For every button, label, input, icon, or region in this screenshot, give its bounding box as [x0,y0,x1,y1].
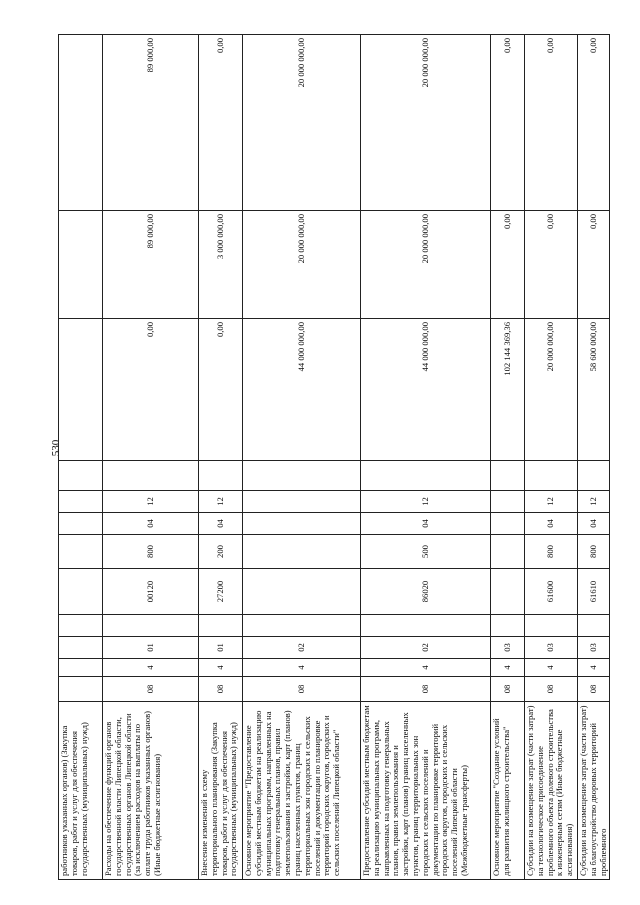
cell-sum2: 0,00 [525,211,578,319]
cell-sum1: 102 144 369,36 [491,319,525,461]
cell-vr: 04 [199,513,243,535]
budget-table [58,34,610,880]
cell-gp: 12 [525,491,578,513]
cell-pp [491,461,525,491]
cell-gp: 12 [199,491,243,513]
cell-sum1: 58 600 000,00 [578,319,610,461]
cell-sum3: 0,00 [525,35,578,211]
cell-csr1 [491,615,525,637]
cell-csr1 [361,615,491,637]
cell-csr3 [491,535,525,569]
cell-gr: 08 [243,677,361,702]
cell-sum1: 0,00 [103,319,199,461]
cell-sum1: 44 000 000,00 [361,319,491,461]
cell-sum2: 20 000 000,00 [361,211,491,319]
cell-csr1 [103,615,199,637]
cell-pp [361,461,491,491]
cell-csr3: 800 [525,535,578,569]
cell-gr: 08 [525,677,578,702]
cell-gr: 08 [361,677,491,702]
cell-gp [243,491,361,513]
cell-name: Расходы на обеспечение функций органов государственной власти Липецкой области, государственных органов Липецкой области (за исключением расходов на выплаты по оплате труда работников указанных органов) (Иные бюджетные ассигнования) [103,702,199,880]
cell-name: Субсидии на возмещение затрат (части затрат) на технологическое присоединение проблемного объекта долевого строительства к инженерным сетям (Иные бюджетные ассигнования) [525,702,578,880]
cell-name: Основное мероприятие "Предоставление субсидий местным бюджетам на реализацию муниципальных программ, направленных на подготовку генеральных планов, правил землепользования и застройки, карт (планов) границ населенных пунктов, границ территориальных зон городских и сельских поселений и документации по планировке территорий городских округов, городских и сельских поселений Липецкой области" [243,702,361,880]
cell-gp: 12 [361,491,491,513]
cell-sum3: 0,00 [491,35,525,211]
cell-rz: 4 [243,659,361,677]
cell-name: Предоставление субсидий местным бюджетам на реализацию муниципальных программ, направленных на подготовку генеральных планов, правил землепользования и застройки, карт (планов) границ населенных пунктов, границ территориальных зон городских и сельских поселений и документации по планировке территорий городских округов, городских и сельских поселений Липецкой области (Межбюджетные трансферты) [361,702,491,880]
cell-vr: 04 [525,513,578,535]
table-row [491,35,525,880]
cell-csr2: 86020 [361,569,491,615]
cell-csr3: 500 [361,535,491,569]
cell-sum2: 20 000 000,00 [243,211,361,319]
cell-csr1 [59,615,103,637]
cell-sum1: 0,00 [199,319,243,461]
cell-pr [59,637,103,659]
cell-csr3: 800 [578,535,610,569]
table-row [361,35,491,880]
cell-gr: 08 [199,677,243,702]
cell-vr [243,513,361,535]
cell-sum2: 89 000,00 [103,211,199,319]
cell-gp: 12 [103,491,199,513]
cell-vr: 04 [103,513,199,535]
cell-gr [59,677,103,702]
cell-gp [59,491,103,513]
cell-sum3: 0,00 [578,35,610,211]
cell-name: Внесение изменений в схему территориального планирования (Закупка товаров, работ и услуг для обеспечения государственных (муниципальных) нужд) [199,702,243,880]
cell-gr: 08 [103,677,199,702]
table-row [243,35,361,880]
cell-sum2 [59,211,103,319]
cell-csr2: 27200 [199,569,243,615]
cell-sum1 [59,319,103,461]
cell-name: Основное мероприятие "Создание условий для развития жилищного строительства" [491,702,525,880]
cell-vr: 04 [361,513,491,535]
cell-pr: 02 [243,637,361,659]
cell-vr [491,513,525,535]
cell-sum2: 3 000 000,00 [199,211,243,319]
cell-csr1 [199,615,243,637]
cell-csr2: 61600 [525,569,578,615]
cell-gr: 08 [578,677,610,702]
cell-csr1 [243,615,361,637]
cell-rz [59,659,103,677]
cell-pr: 03 [491,637,525,659]
cell-pr: 02 [361,637,491,659]
cell-csr3 [243,535,361,569]
cell-csr2 [243,569,361,615]
cell-csr3: 200 [199,535,243,569]
cell-csr2: 00120 [103,569,199,615]
cell-rz: 4 [103,659,199,677]
cell-vr [59,513,103,535]
cell-gp [491,491,525,513]
cell-csr3 [59,535,103,569]
cell-csr1 [525,615,578,637]
cell-csr2 [491,569,525,615]
landscape-page [58,35,608,880]
cell-name: работников указанных органов) (Закупка товаров, работ и услуг для обеспечения государственных (муниципальных) нужд) [59,702,103,880]
cell-sum3: 89 000,00 [103,35,199,211]
cell-csr2 [59,569,103,615]
table-row [199,35,243,880]
cell-rz: 4 [199,659,243,677]
cell-csr3: 800 [103,535,199,569]
cell-pp [243,461,361,491]
cell-sum2: 0,00 [578,211,610,319]
cell-pp [103,461,199,491]
table-row [103,35,199,880]
cell-pr: 03 [525,637,578,659]
cell-name: Субсидии на возмещение затрат (части затрат) на благоустройство дворовых территорий проблемного [578,702,610,880]
cell-sum3 [59,35,103,211]
table-row [578,35,610,880]
cell-sum3: 20 000 000,00 [361,35,491,211]
cell-sum3: 0,00 [199,35,243,211]
cell-sum2: 0,00 [491,211,525,319]
cell-gp: 12 [578,491,610,513]
cell-pp [59,461,103,491]
cell-vr: 04 [578,513,610,535]
cell-csr2: 61610 [578,569,610,615]
cell-rz: 4 [361,659,491,677]
rotated-table-viewport [58,35,608,880]
cell-pp [199,461,243,491]
page-number: 530 [50,439,62,457]
cell-rz: 4 [491,659,525,677]
cell-sum1: 20 000 000,00 [525,319,578,461]
cell-pr: 01 [199,637,243,659]
cell-rz: 4 [578,659,610,677]
table-row [59,35,103,880]
cell-rz: 4 [525,659,578,677]
cell-pr: 03 [578,637,610,659]
cell-csr1 [578,615,610,637]
cell-sum3: 20 000 000,00 [243,35,361,211]
cell-sum1: 44 000 000,00 [243,319,361,461]
table-row [525,35,578,880]
cell-pr: 01 [103,637,199,659]
cell-pp [578,461,610,491]
cell-pp [525,461,578,491]
cell-gr: 08 [491,677,525,702]
